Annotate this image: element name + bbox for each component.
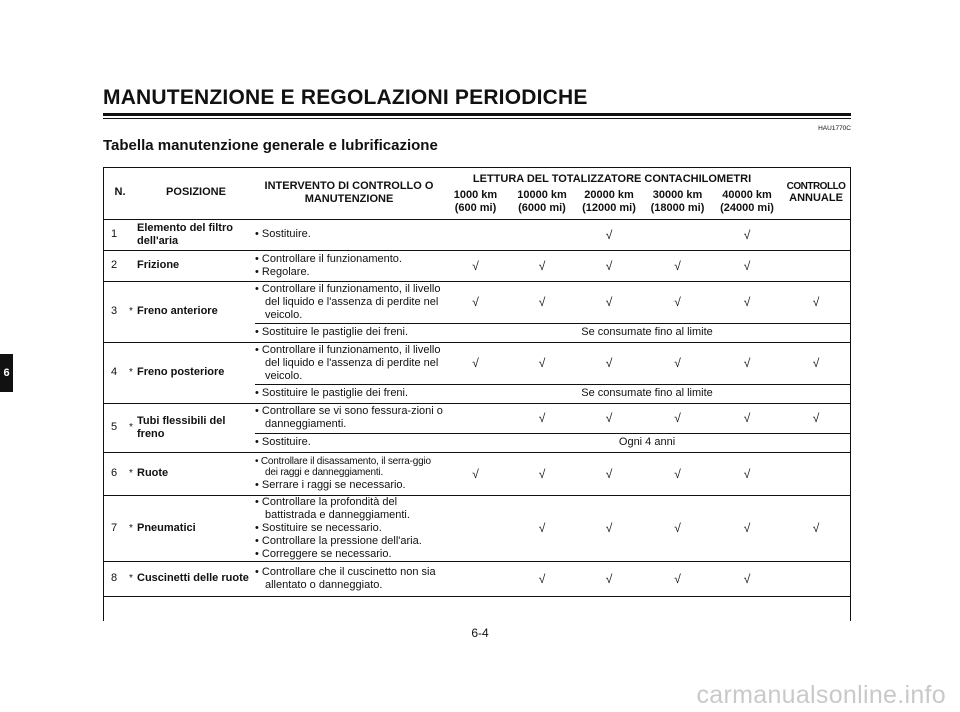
check-cell [781, 452, 851, 495]
check-cell: √ [642, 403, 713, 433]
table-row [103, 281, 851, 323]
page-title: MANUTENZIONE E REGOLAZIONI PERIODICHE [103, 86, 588, 109]
row-position: Freno anteriore [137, 281, 255, 342]
section-code: HAU1770C [818, 125, 851, 132]
row-position: Cuscinetti delle ruote [137, 561, 255, 596]
row-position: Elemento del filtro dell'aria [137, 219, 255, 250]
header-interval: 20000 km (12000 mi) [576, 186, 642, 219]
check-cell [443, 561, 508, 596]
check-cell: √ [781, 495, 851, 561]
row-position: Pneumatici [137, 495, 255, 561]
check-cell: √ [508, 250, 576, 281]
check-cell: √ [713, 250, 781, 281]
row-sub-note: Ogni 4 anni [443, 433, 851, 452]
check-cell: √ [642, 561, 713, 596]
row-position: Freno posteriore [137, 342, 255, 403]
page-number: 6-4 [471, 626, 489, 640]
row-number: 7 [103, 495, 125, 561]
row-number: 6 [103, 452, 125, 495]
maintenance-table [103, 167, 851, 597]
header-intervention: INTERVENTO DI CONTROLLO O MANUTENZIONE [255, 167, 443, 219]
check-cell: √ [713, 561, 781, 596]
check-cell [443, 219, 508, 250]
row-number: 3 [103, 281, 125, 342]
header-interval: 30000 km (18000 mi) [642, 186, 713, 219]
table-row [103, 495, 851, 561]
check-cell: √ [508, 403, 576, 433]
check-cell [781, 219, 851, 250]
title-rule-thin [103, 118, 851, 119]
title-rule-thick [103, 113, 851, 116]
row-intervention: • Controllare se vi sono fessura-zioni o danneggiamenti. [255, 403, 443, 433]
check-cell: √ [642, 342, 713, 384]
row-star: * [125, 495, 137, 561]
check-cell: √ [642, 281, 713, 323]
row-intervention: • Controllare il funzionamento, il livello del liquido e l'assenza di perdite nel veicolo. [255, 281, 443, 323]
check-cell: √ [642, 452, 713, 495]
row-position: Ruote [137, 452, 255, 495]
check-cell: √ [576, 250, 642, 281]
check-cell: √ [443, 250, 508, 281]
header-annual-check [781, 167, 851, 219]
check-cell: √ [713, 403, 781, 433]
check-cell: √ [642, 250, 713, 281]
header-n: N. [103, 167, 137, 219]
table-row [103, 561, 851, 596]
row-number: 1 [103, 219, 125, 250]
table-row [103, 219, 851, 250]
table-frame-left [103, 167, 104, 621]
table-row [103, 342, 851, 384]
check-cell: √ [576, 403, 642, 433]
row-sub-note: Se consumate fino al limite [443, 323, 851, 342]
header-annual-check-line1: CONTROLLO [786, 180, 846, 192]
header-position: POSIZIONE [137, 167, 255, 219]
check-cell: √ [781, 342, 851, 384]
check-cell: √ [576, 342, 642, 384]
check-cell: √ [508, 281, 576, 323]
row-sub-intervention: • Sostituire le pastiglie dei freni. [255, 323, 443, 342]
section-subtitle: Tabella manutenzione generale e lubrificazione [103, 137, 438, 154]
row-sub-note: Se consumate fino al limite [443, 384, 851, 403]
check-cell [781, 561, 851, 596]
check-cell: √ [781, 403, 851, 433]
header-interval: 10000 km (6000 mi) [508, 186, 576, 219]
row-star: * [125, 342, 137, 403]
row-star [125, 219, 137, 250]
table-row [103, 452, 851, 495]
chapter-tab[interactable]: 6 [0, 354, 13, 392]
row-intervention: • Controllare che il cuscinetto non sia allentato o danneggiato. [255, 561, 443, 596]
check-cell: √ [576, 281, 642, 323]
check-cell: √ [576, 495, 642, 561]
row-star: * [125, 281, 137, 342]
table-row [103, 403, 851, 433]
row-number: 8 [103, 561, 125, 596]
row-sub-intervention: • Sostituire. [255, 433, 443, 452]
row-star [125, 250, 137, 281]
check-cell: √ [508, 561, 576, 596]
row-sub-intervention: • Sostituire le pastiglie dei freni. [255, 384, 443, 403]
check-cell [508, 219, 576, 250]
table-row [103, 250, 851, 281]
check-cell: √ [576, 219, 642, 250]
watermark: carmanualsonline.info [696, 681, 946, 709]
check-cell: √ [508, 452, 576, 495]
header-odometer-reading: LETTURA DEL TOTALIZZATORE CONTACHILOMETRI [472, 173, 752, 185]
check-cell: √ [443, 342, 508, 384]
header-interval: 1000 km (600 mi) [443, 186, 508, 219]
header-interval: 40000 km (24000 mi) [713, 186, 781, 219]
row-number: 4 [103, 342, 125, 403]
row-intervention: • Controllare la profondità del battistrada e danneggiamenti. • Sostituire se necessario. • Controllare la pressione dell'aria. • Correggere se necessario. [255, 495, 443, 561]
check-cell: √ [443, 452, 508, 495]
row-position: Frizione [137, 250, 255, 281]
row-intervention: • Controllare il disassamento, il serra-ggio dei raggi e danneggiamenti. • Serrare i raggi se necessario. [255, 452, 443, 495]
check-cell [781, 250, 851, 281]
check-cell: √ [713, 281, 781, 323]
check-cell [443, 495, 508, 561]
check-cell [443, 403, 508, 433]
check-cell: √ [443, 281, 508, 323]
check-cell: √ [713, 495, 781, 561]
check-cell [642, 219, 713, 250]
table-frame-top [103, 167, 851, 168]
row-intervention: • Controllare il funzionamento, il livello del liquido e l'assenza di perdite nel veicolo. [255, 342, 443, 384]
check-cell: √ [713, 219, 781, 250]
check-cell: √ [508, 342, 576, 384]
row-position: Tubi flessibili del freno [137, 403, 255, 452]
check-cell: √ [713, 452, 781, 495]
row-star: * [125, 403, 137, 452]
header-annual-check-line2: ANNUALE [789, 192, 843, 205]
row-intervention: • Controllare il funzionamento. • Regolare. [255, 250, 443, 281]
row-number: 5 [103, 403, 125, 452]
check-cell: √ [576, 561, 642, 596]
check-cell: √ [781, 281, 851, 323]
check-cell: √ [713, 342, 781, 384]
row-star: * [125, 452, 137, 495]
row-number: 2 [103, 250, 125, 281]
check-cell: √ [642, 495, 713, 561]
check-cell: √ [576, 452, 642, 495]
row-intervention: • Sostituire. [255, 219, 443, 250]
check-cell: √ [508, 495, 576, 561]
row-star: * [125, 561, 137, 596]
table-frame-right [850, 167, 851, 621]
